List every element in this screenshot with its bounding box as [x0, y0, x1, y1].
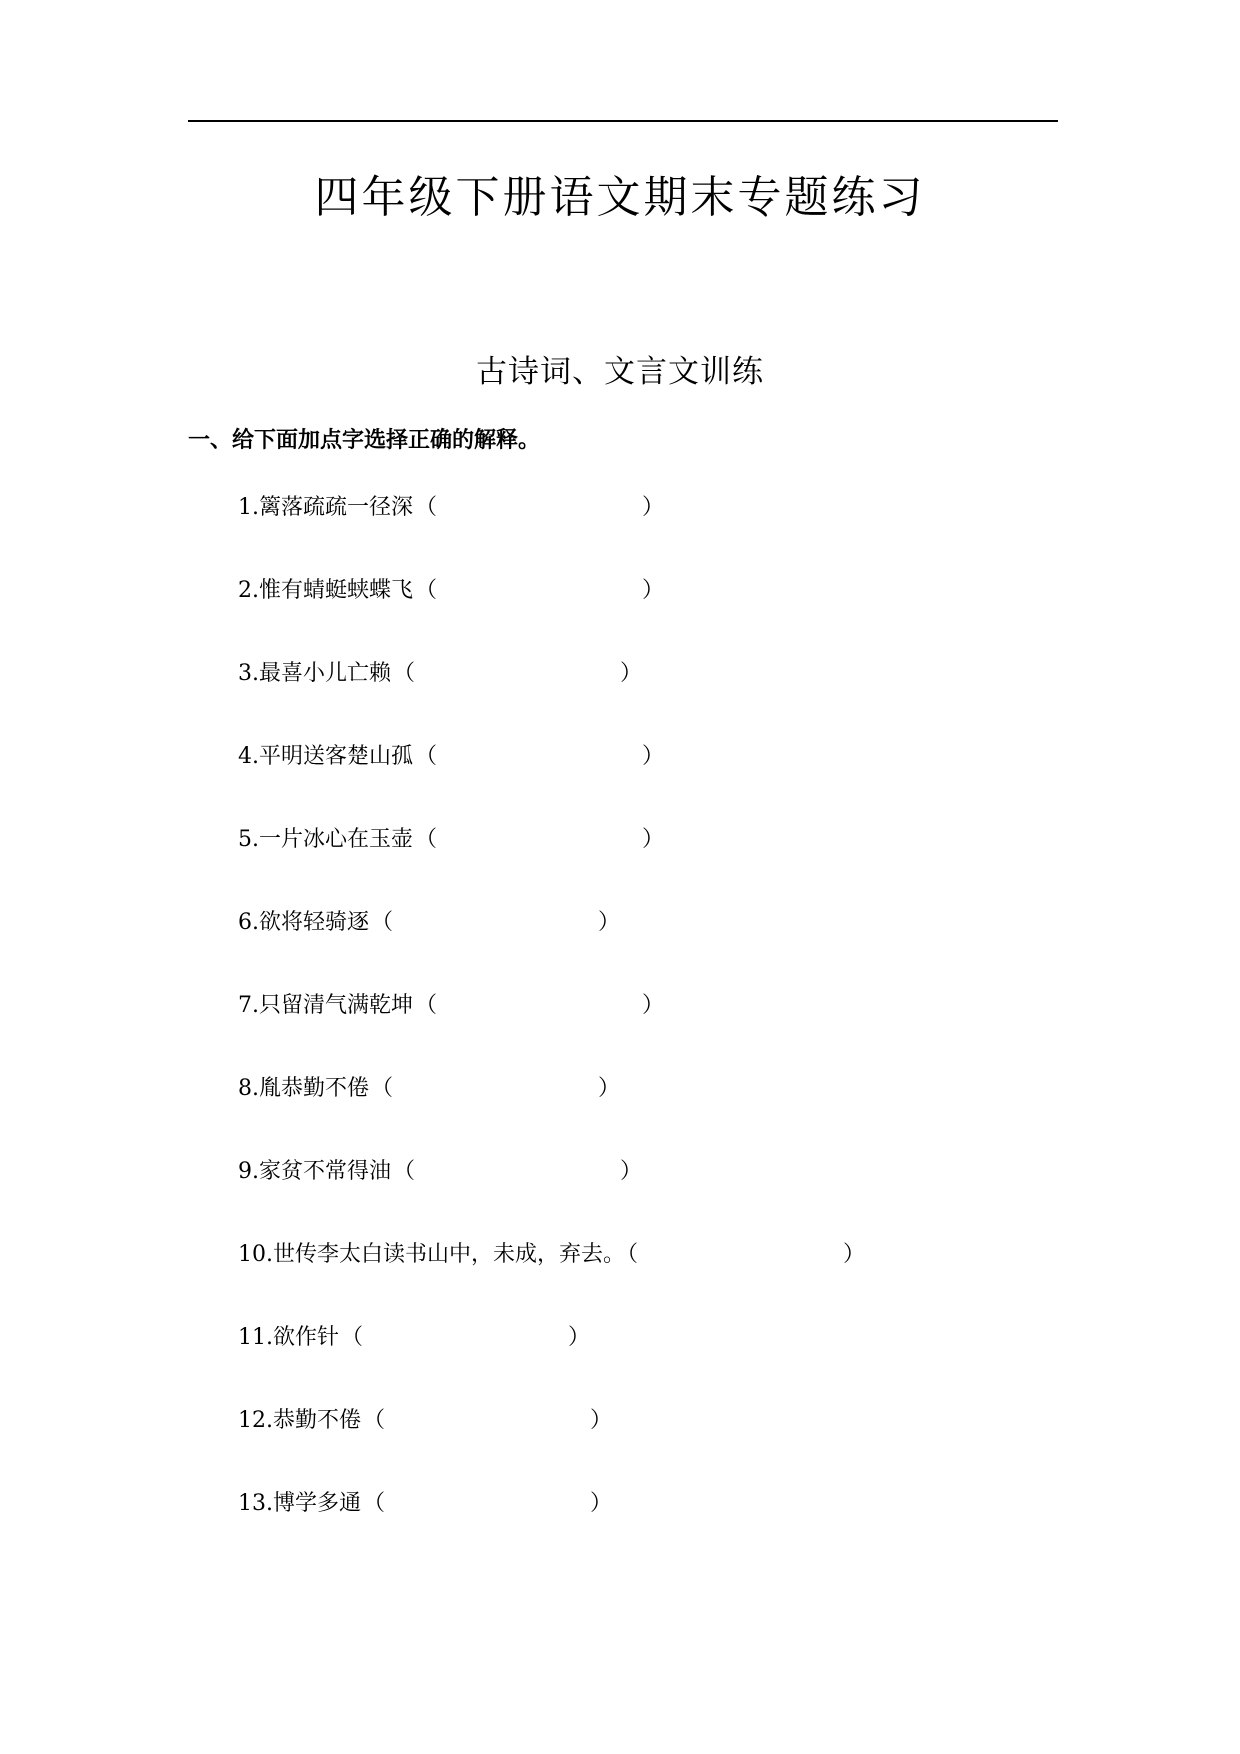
answer-paren-open: （	[371, 1076, 394, 1101]
list-item	[238, 1484, 865, 1567]
list-item	[238, 737, 865, 820]
top-divider-line	[188, 120, 1058, 122]
answer-paren-open: （	[393, 1159, 416, 1184]
item-text: 2.惟有蜻蜓蛱蝶飞	[238, 578, 413, 603]
question-heading: 一、给下面加点字选择正确的解释。	[188, 428, 541, 453]
answer-paren-open: （	[371, 910, 394, 935]
item-text: 12.恭勤不倦	[238, 1408, 361, 1433]
list-item	[238, 986, 865, 1069]
item-text: 5.一片冰心在玉壶	[238, 827, 413, 852]
answer-paren-close: ）	[568, 1325, 591, 1350]
item-text: 9.家贫不常得油	[238, 1159, 391, 1184]
list-item	[238, 903, 865, 986]
answer-paren-close: ）	[590, 1491, 613, 1516]
answer-paren-close: ）	[598, 910, 621, 935]
answer-paren-close: ）	[620, 1159, 643, 1184]
item-text: 11.欲作针	[238, 1325, 339, 1350]
answer-paren-close: ）	[642, 578, 665, 603]
item-text: 13.博学多通	[238, 1491, 361, 1516]
list-item	[238, 1401, 865, 1484]
item-text: 6.欲将轻骑逐	[238, 910, 369, 935]
answer-paren-open: （	[393, 661, 416, 686]
page-title: 四年级下册语文期末专题练习	[314, 172, 926, 223]
answer-paren-close: ）	[642, 993, 665, 1018]
answer-paren-close: ）	[642, 495, 665, 520]
item-text: 8.胤恭勤不倦	[238, 1076, 369, 1101]
answer-paren-open: （	[415, 744, 438, 769]
list-item	[238, 1235, 865, 1318]
section-subtitle: 古诗词、文言文训练	[476, 354, 764, 390]
answer-paren-close: ）	[590, 1408, 613, 1433]
list-item	[238, 654, 865, 737]
item-text: 4.平明送客楚山孤	[238, 744, 413, 769]
list-item	[238, 571, 865, 654]
answer-paren-open: （	[415, 578, 438, 603]
answer-paren-open: （	[363, 1408, 386, 1433]
list-item	[238, 1318, 865, 1401]
list-item	[238, 820, 865, 903]
answer-paren-close: ）	[642, 827, 665, 852]
answer-paren-open: （	[341, 1325, 364, 1350]
answer-paren-open: （	[415, 827, 438, 852]
list-item	[238, 1069, 865, 1152]
answer-paren-open: （	[415, 495, 438, 520]
item-text: 10.世传李太白读书山中，未成，弃去。	[238, 1242, 625, 1267]
item-text: 1.篱落疏疏一径深	[238, 495, 413, 520]
question-list	[238, 488, 865, 1567]
answer-paren-close: ）	[598, 1076, 621, 1101]
answer-paren-close: ）	[642, 744, 665, 769]
answer-paren-close: ）	[620, 661, 643, 686]
item-text: 3.最喜小儿亡赖	[238, 661, 391, 686]
list-item	[238, 488, 865, 571]
answer-paren-open: （	[627, 1242, 639, 1267]
answer-paren-close: ）	[843, 1242, 866, 1267]
list-item	[238, 1152, 865, 1235]
item-text: 7.只留清气满乾坤	[238, 993, 413, 1018]
answer-paren-open: （	[415, 993, 438, 1018]
answer-paren-open: （	[363, 1491, 386, 1516]
